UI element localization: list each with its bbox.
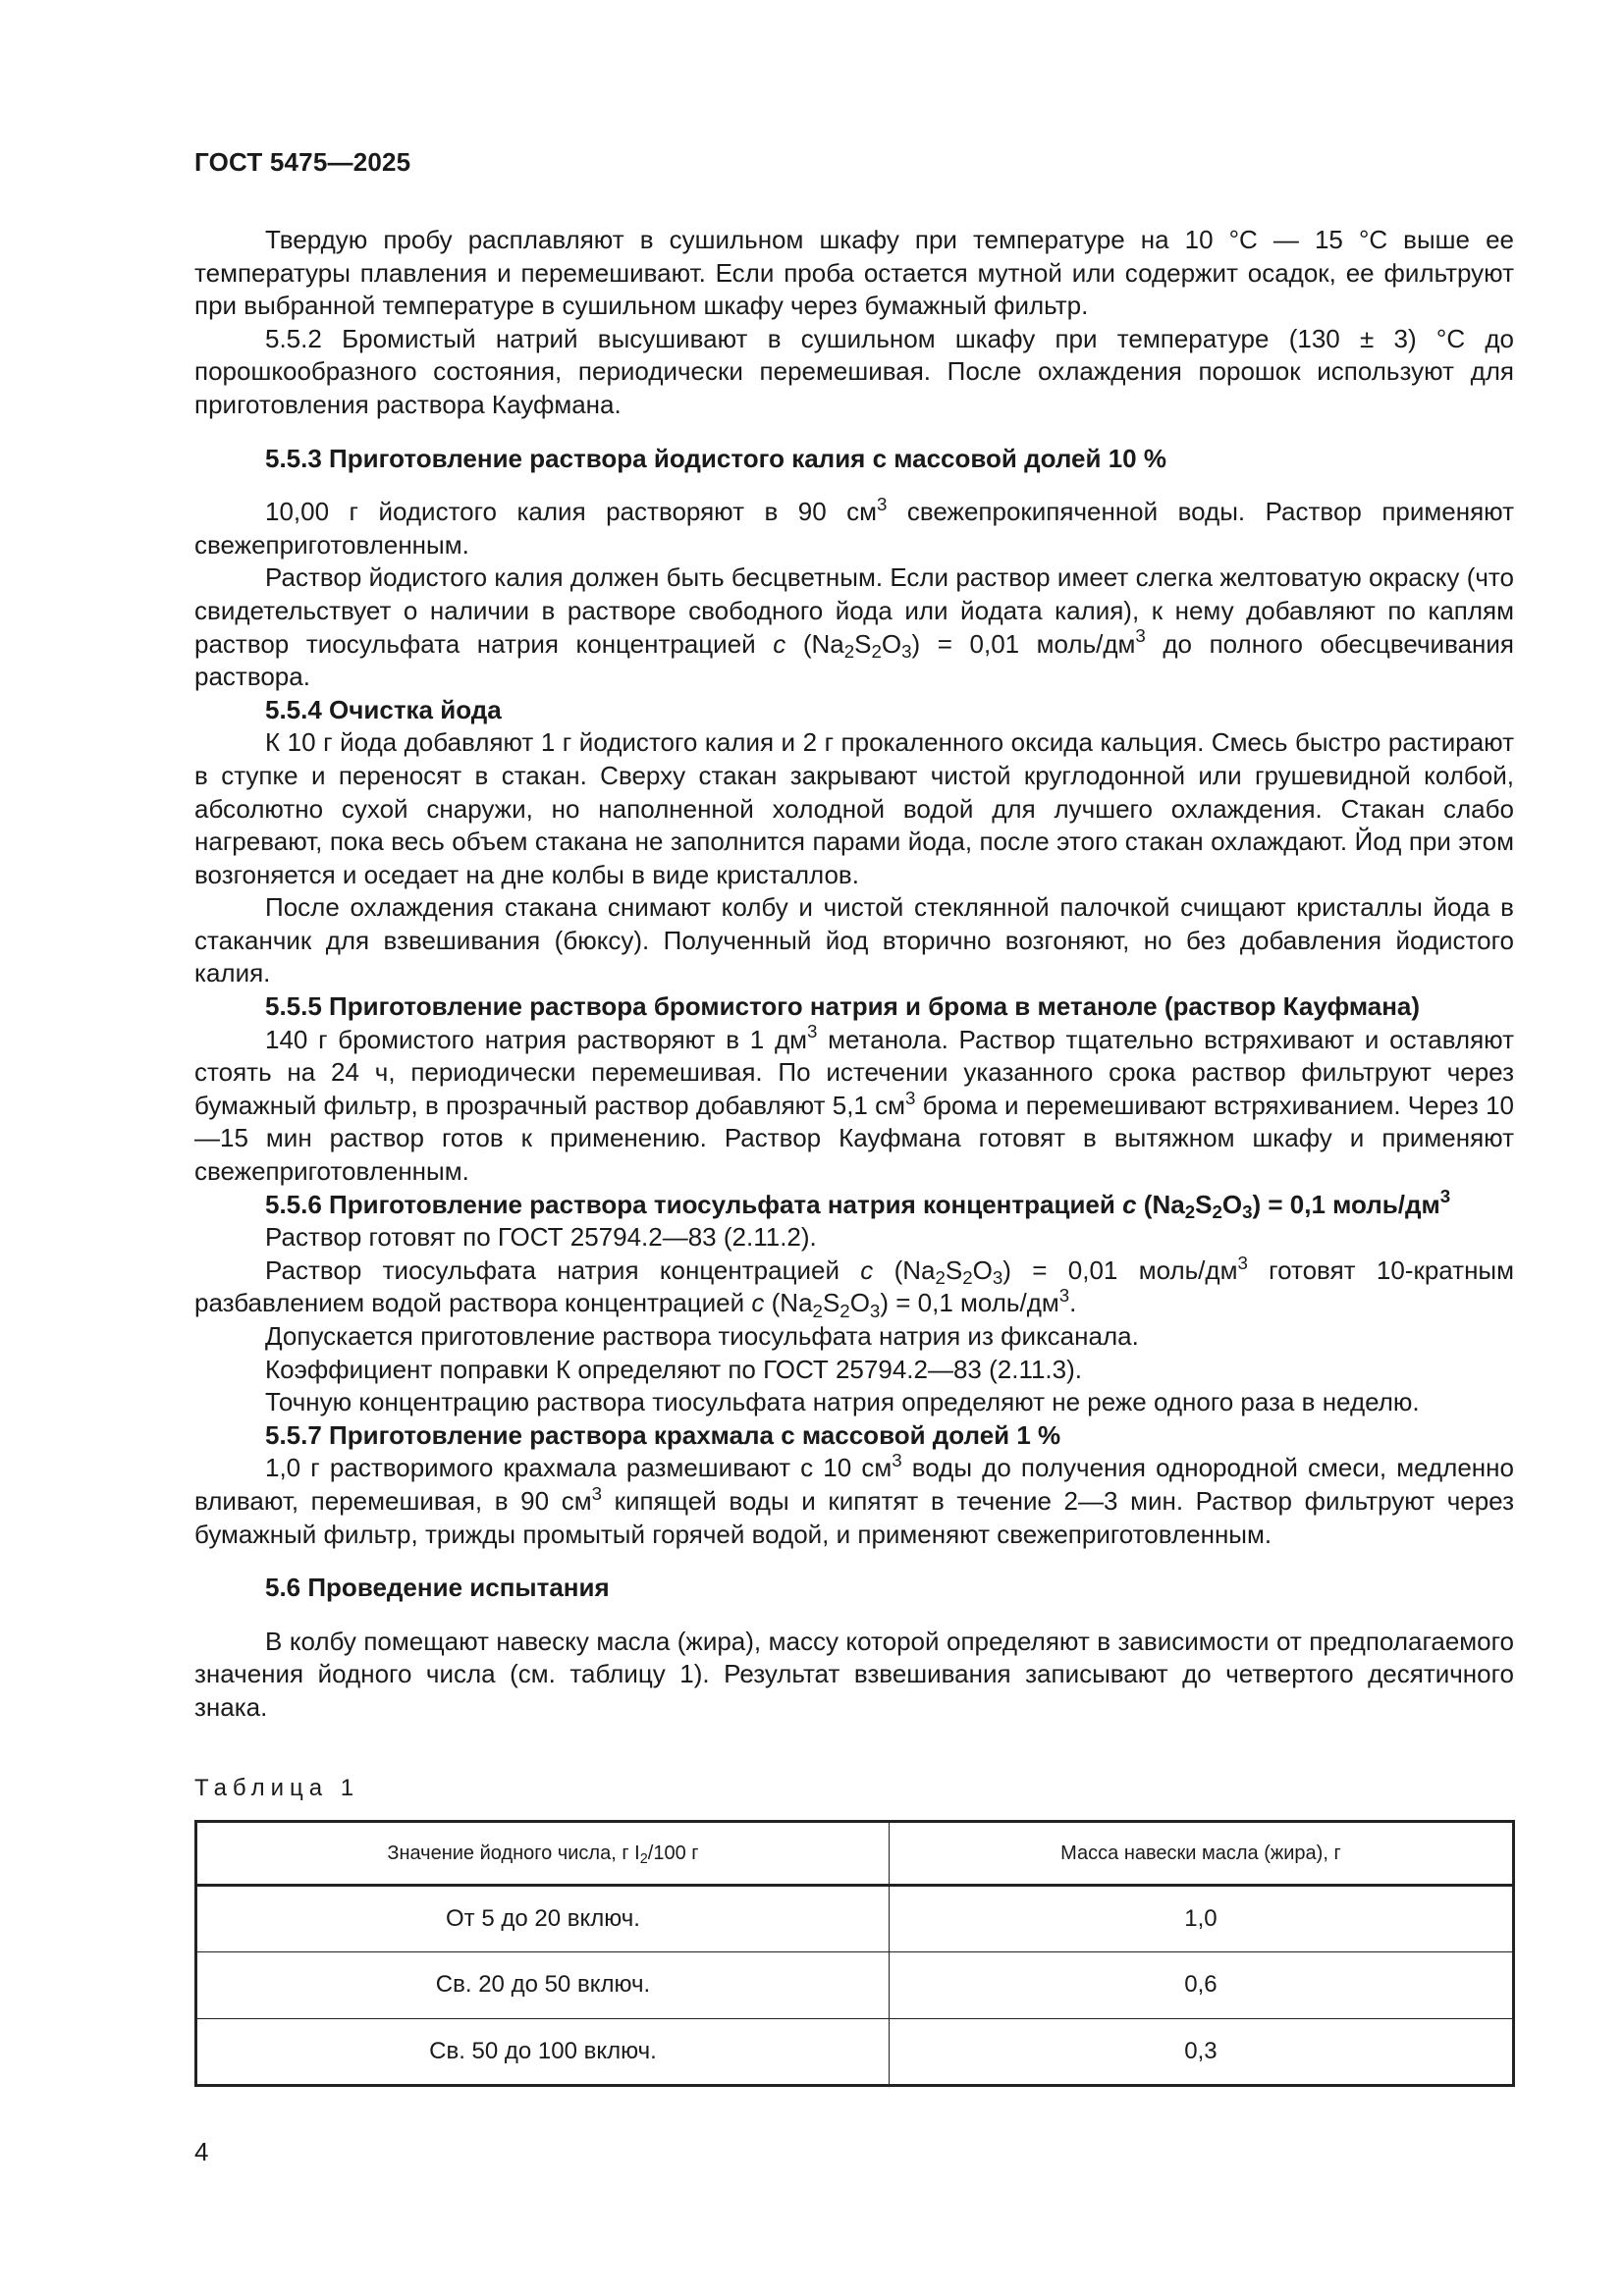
table-cell-range: Св. 20 до 50 включ. [196, 1952, 890, 2018]
table-row [196, 1886, 1514, 1952]
table-cell-range: Св. 50 до 100 включ. [196, 2018, 890, 2085]
section-heading-5-6: 5.6 Проведение испытания [265, 1573, 610, 1603]
section-heading-5-5-4: 5.5.4 Очистка йода [265, 694, 502, 724]
section-heading-5-5-7: 5.5.7 Приготовление раствора крахмала с массовой долей 1 % [265, 1419, 1061, 1450]
table-cell-mass: 0,6 [889, 1952, 1513, 2018]
paragraph: Допускается приготовление раствора тиосульфата натрия из фиксанала. [265, 1321, 1139, 1351]
paragraph: 1,0 г растворимого крахмала размешивают с 10 $см^3$ воды до получения однородной смеси, медленно вливают, перемешивая, в 90 $см^3$ кипящей воды и кипятят в течение 2—3 мин. Раствор фильтруют через бумажный фильтр, трижды промытый горячей водой, и применяют свежеприготовленным. [194, 1450, 1514, 1549]
paragraph: Раствор тиосульфата натрия концентрацией c $(Na_2S_2O_3) = 0,01$ моль/$дм^3$ готовят 10-кратным разбавлением водой раствора концентрацией c $(Na_2S_2O_3) = 0,1$ моль/$дм^3$. [194, 1252, 1514, 1322]
document-body [194, 224, 1514, 1725]
document-header: ГОСТ 5475—2025 [194, 147, 411, 177]
table-cell-mass: 0,3 [889, 2018, 1513, 2085]
paragraph: Твердую пробу расплавляют в сушильном шкафу при температуре на 10 °С — 15 °С выше ее температуры плавления и перемешивают. Если проба остается мутной или содержит осадок, ее фильтруют при выбранной температуре в сушильном шкафу через бумажный фильтр. [194, 225, 1514, 321]
paragraph: После охлаждения стакана снимают колбу и чистой стеклянной палочкой счищают кристаллы йода в стаканчик для взвешивания (бюксу). Полученный йод вторично возгоняют, но без добавления йодистого калия. [194, 892, 1514, 988]
paragraph: В колбу помещают навеску масла (жира), массу которой определяют в зависимости от предполагаемого значения йодного числа (см. таблицу 1). Результат взвешивания записывают до четвертого десятичного знака. [194, 1626, 1514, 1722]
paragraph: Точную концентрацию раствора тиосульфата натрия определяют не реже одного раза в неделю. [265, 1387, 1420, 1417]
paragraph: 140 г бромистого натрия растворяют в 1 $дм^3$ метанола. Раствор тщательно встряхивают и оставляют стоять на 24 ч, периодически перемешивая. По истечении указанного срока раствор фильтруют через бумажный фильтр, в прозрачный раствор добавляют 5,1 $см^3$ брома и перемешивают встряхиванием. Через 10—15 мин раствор готов к применению. Раствор Кауфмана готовят в вытяжном шкафу и применяют свежеприготовленным. [194, 1021, 1515, 1187]
paragraph: 10,00 г йодистого калия растворяют в 90 $см^3$ свежепрокипяченной воды. Раствор применяют свежеприготовленным. [194, 493, 1514, 560]
table-header-row [196, 1822, 1514, 1886]
table-caption: Таблица 1 [194, 1775, 360, 1801]
paragraph-5-5-2: 5.5.2 Бромистый натрий высушивают в сушильном шкафу при температуре (130 ± 3) °С до порошкообразного состояния, периодически перемешивая. После охлаждения порошок используют для приготовления раствора Кауфмана. [194, 323, 1514, 419]
paragraph: Раствор йодистого калия должен быть бесцветным. Если раствор имеет слегка желтоватую окраску (что свидетельствует о наличии в растворе свободного йода или йодата калия), к нему добавляют по каплям раствор тиосульфата натрия концентрацией c $(Na_2S_2O_3) = 0,01$ моль/$дм^3$ до полного обесцвечивания раствора. [194, 562, 1515, 692]
column-header-sample-mass: Масса навески масла (жира), г [889, 1822, 1513, 1886]
section-heading-5-5-5: 5.5.5 Приготовление раствора бромистого натрия и брома в метаноле (раствор Кауфмана) [265, 991, 1421, 1022]
table-row [196, 2018, 1514, 2085]
table-row [196, 1952, 1514, 2018]
table-cell-mass: 1,0 [889, 1886, 1513, 1952]
page-number: 4 [194, 2137, 209, 2166]
section-heading-5-5-3: 5.5.3 Приготовление раствора йодистого калия с массовой долей 10 % [265, 443, 1166, 473]
paragraph: Раствор готовят по ГОСТ 25794.2—83 (2.11.2). [265, 1222, 817, 1253]
column-header-iodine-value: Значение йодного числа, г $I_2/100$ г [196, 1822, 890, 1886]
table-cell-range: От 5 до 20 включ. [196, 1886, 890, 1952]
section-heading-5-5-6: 5.5.6 Приготовление раствора тиосульфата натрия концентрацией c $(Na_2S_2O_3) = 0,1$ моль/$дм^3$ [265, 1186, 1451, 1223]
paragraph: Коэффициент поправки К определяют по ГОСТ 25794.2—83 (2.11.3). [265, 1354, 1082, 1384]
iodine-mass-table [194, 1820, 1515, 2087]
paragraph: К 10 г йода добавляют 1 г йодистого калия и 2 г прокаленного оксида кальция. Смесь быстро растирают в ступке и переносят в стакан. Сверху стакан закрывают чистой круглодонной или грушевидной колбой, абсолютно сухой снаружи, но наполненной холодной водой для лучшего охлаждения. Стакан слабо нагревают, пока весь объем стакана не заполнится парами йода, после этого стакан охлаждают. Йод при этом возгоняется и оседает на дне колбы в виде кристаллов. [194, 727, 1514, 889]
